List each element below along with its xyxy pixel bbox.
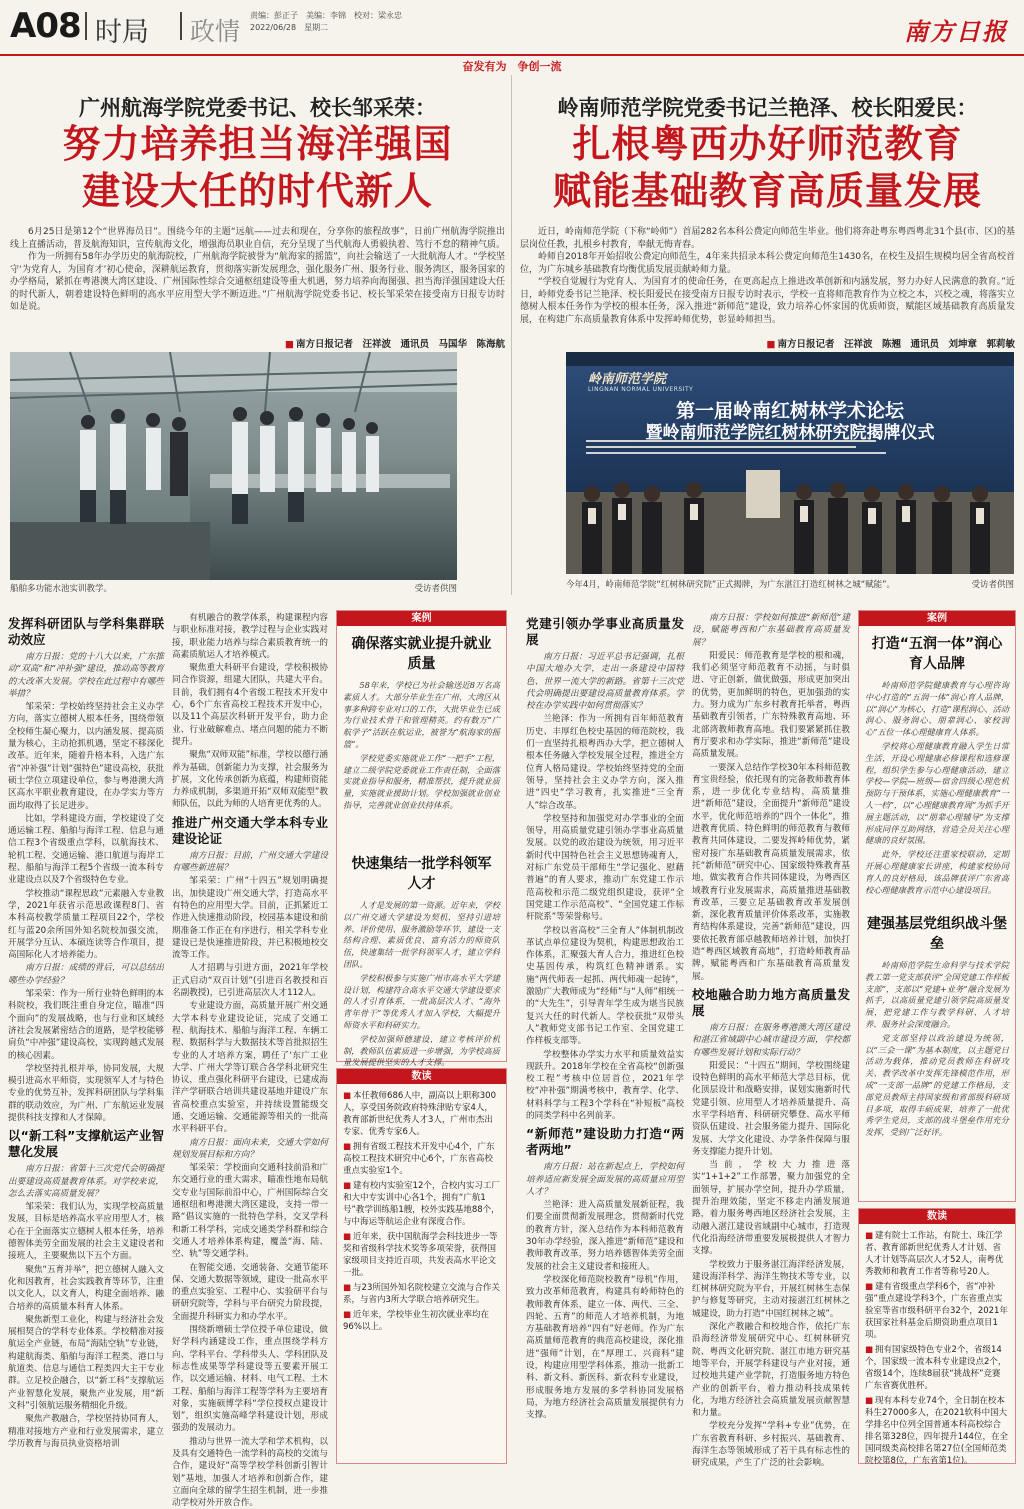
right-lead-paragraph: “学校自觉履行为党育人、为国育才的使命任务，在更高起点上推进改革创新和内涵发展，努力办好人民满意的教育。”近日，岭师党委书记兰艳泽、校长阳爱民在接受南方日报专访时表示，学校一直将师范教育作为立校之本，兴校之魂，将落实立德树人根本任务作为学校的根本任务，深入推进“新师范”建设，致力培养心怀家国的优质师资，赋能区域基础教育高质量发展，在构建广东高质量教育体系中发挥岭师优势，彰显岭师担当。 [520,277,1016,325]
case-paragraph: 此外，学校还注重家校联动，定期开展心理健康家长讲座，构建家校协同育人的良好格局，该品牌获评广东省高校心理健康教育示范中心建设项目。 [865,849,1009,895]
interview-question: 南方日报：面向未来，交通大学如何规划发展目标和方向？ [172,1137,328,1160]
data-item: ■ 建有院士工作站，有院士、珠江学者、教育部新世纪优秀人才计划、省人才计划等高层次人才52人，南粤优秀教师和教育工作者等称号20人。 [865,1230,1009,1278]
left-subheading: 推进广州交通大学本科专业建设论证 [172,814,328,846]
right-headline [520,120,1015,214]
case-paragraph: 学校党委实施就业工作“一把手”工程，建立二级学院党委就业工作责任制，全面落实就业指导和服务，精准帮扶，提升就业质量，实施就业援助计划。学校加强就业创业指导，完善就业创业扶持体系。 [343,752,500,810]
left-headline-line-2: 建设大任的时代新人 [81,168,433,213]
left-lead-paragraph: 作为一所拥有58年办学历史的航海院校，广州航海学院被誉为“航海家的摇篮”，向社会输送了一大批航海人才。“学校坚守‘为党育人，为国育才’初心使命，深耕航运教育，贯彻落实新发展理念，强化服务广州、服务行业、服务湾区，服务国家的办学格局，紧抓在粤港澳大湾区建设、广州国际性综合交通枢纽建设等重大机遇，努力培养向海图强、担当海洋强国建设大任的时代新人，朝着建设特色鲜明的高水平应用型大学不断迈进。”广州航海学院党委书记、校长邹采荣在接受南方日报专访时如是说。 [10,252,506,312]
interview-answer: 邹采荣：学校面向交通科技前沿和广东交通行业的重大需求，瞄准性地布局航交专业与国际前沿中心，广州国际综合交通枢纽和粤港澳大湾区建设，支持一带一路“倡议实施的一批特色学科，交叉学科和新工科学科，完成交通类学科群和综合交通人才培养体系构建，覆盖“海、陆、空、轨”等交通学科。 [172,1163,328,1260]
left-headline [10,120,505,214]
interview-question: 南方日报：党的十八大以来，广东推动“双高”和“冲补强”建设，推动高等教育的大改革大发展。学校在此过程中有哪些举措？ [8,652,164,699]
page-number: A08 [10,6,81,46]
case-heading: 快速集结一批学科领军人才 [351,856,492,892]
data-item: ■ 现有本科专业74个，全日制在校本科生27000多人，在2021软科中国大学排名中位列全国普通本科高校综合排名第328位，四年提升144位，在全国同级类高校排名第27位(全国师范类院校第8位，广东省第1位)。 [865,1395,1009,1467]
case-text [343,900,500,1076]
editor-credits [250,10,410,34]
interview-question: 南方日报：在服务粤港澳大湾区建设和湛江省域副中心城市建设方面，学校都有哪些发展计划和实际行动？ [692,1022,850,1058]
interview-question: 南方日报：目前，广州交通大学建设有哪些新进展？ [172,850,328,874]
left-column-2 [172,612,328,1509]
interview-answer: 阳爱民：师范教育是学校的根和魂，我们必须坚守师范教育不动摇，与时俱进、守正创新，做优做强，形成更加突出的优势，更加鲜明的特色，更加强劲的实力。努力成为广东乡村教育托举者，粤西基础教育引领者，广东特殊教育高地、环北部湾教师教育高地。我们要紧紧抓住教育厅要求和办学实际，推进“新师范”建设高质量发展。 [692,650,850,760]
data-tag: 数读 [337,1069,506,1084]
ship-pool-training-photo [10,352,457,580]
interview-answer: 一要深入总结作学校30年本科师范教育宝贵经验，依托现有的完备教师教育体系，进一步优化专业结构，高质量推进“新师范”建设，全面提升“新师范”建设水平，优化师范培养的“四个一体化”，推进教育优质、特色鲜明的师范教育与教师教育共同体建设，二要发挥岭师优势，紧密对接广东基础教育高质量发展需求，依托“新师范”研究中心、国家级特殊教育基地，做实教育合作共同体建设，为粤西区域教育行业发展需求，高质量推进基础教育改革，三要立足基础教育改革发展创新，深化教育质量评价体系改革，实施教育结构体系建设，完善“新师范”建设，四要依托教育部卓越教师培养计划，加快打造“粤西区域教育高地”，打造岭师教育品牌，赋能粤西和广东基础教育高质量发展。 [692,762,850,982]
interview-answer: 当前，学校大力推进落实“1+1+2”工作部署，聚力加强党的全面领导，扩展办学空间，提升办学质量，提升治理效能，坚定不移走内涵发展道路，着力服务粤西地区经济社会发展，主动融入湛江建设省域副中心城市，打造现代化沿海经济带重要发展极提供人才智力支撑。 [692,1160,850,1257]
masthead-divider [180,12,182,40]
interview-answer: 比如，学科建设方面，学校建设了交通运输工程、船舶与海洋工程、信息与通信工程3个省级重点学科，以航海技术、轮机工程、交通运输、港口航道与海岸工程、船舶与海洋工程5个省级一流本科专业建设点以及7个省级特色专业。 [8,813,164,886]
screen-university-logo-en: LINGNAN NORMAL UNIVERSITY [588,386,694,393]
right-lead-paragraph: 近日，岭南师范学院（下称“岭师”）首届282名本科公费定向师范生毕业。他们将奔赴粤东粤西粤北31个县(市、区)的基层岗位任教，扎根乡村教育，奉献无悔青春。 [520,227,1015,250]
case-paragraph: 党支部坚持以政治建设为统领，以“三会一课”为基本制度，以主题党日活动为载体，推动党员教师在科研攻关、教学改革中发挥先锋模范作用，形成“一支部一品牌”的党建工作格局，支部党员教师主持国家级和省部级科研项目多项，取得丰硕成果，培养了一批优秀学生党员，支部的战斗堡垒作用充分发挥，受到广泛好评。 [865,1032,1009,1138]
case-text [343,680,500,846]
data-item: ■ 建有省级重点学科6个，省“冲补强”重点建设学科3个，广东省重点实验室等省市级科研平台32个，2021年获国家社科基金后期资助重点项目1项。 [865,1281,1009,1341]
data-tag: 数读 [859,1209,1015,1224]
interview-question: 南方日报：学校如何推进“新师范”建设，赋能粤西和广东基础教育高质量发展？ [692,613,850,648]
interview-question: 南方日报：省第十三次党代会明确提出要建设高质量教育体系。对学校来说，怎么去落实高质量发展？ [8,1164,164,1199]
case-paragraph: 岭南师范学院健康教育与心理咨询中心打造的“五润一体”润心育人品牌，以“润心”为核心，打造“课程润心、活动润心、服务润心、朋辈润心、家校润心”五位一体心理健康育人体系。 [865,680,1009,738]
interview-answer: 聚焦“五育并举”，把立德树人融入文化和因教育，社会实践教育等环节，注重以文化人，以文育人，构建全面培养、融合培养的高质量本科育人体系。 [8,1264,164,1312]
screen-university-logo: 岭南师范学院 [588,372,667,387]
right-case-box [858,610,1016,1202]
newspaper-logo: 南方日报 [904,17,1008,46]
case-heading: 建强基层党组织战斗堡垒 [867,916,1007,952]
right-subheading: “新师范”建设助力打造“两者两地” [526,1126,684,1158]
interview-answer: 有机融合的教学体系，构建课程内容与职业标准对接，教学过程与企业实践对接，职业能力培养与综合素质教育统一的高素质航运人才培养模式。 [172,613,328,660]
interview-answer: 邹采荣：作为一所行业特色鲜明的本科院校，我们既注重自身定位，瞄准“四个面向”的发展战略，也与行业和区域经济社会发展紧密结合的道路，是学校能够肩负“中冲强”建设高校，实现跨越式发展的核心因素。 [8,989,164,1061]
right-data-box [858,1208,1016,1464]
case-tag: 案例 [337,611,506,626]
case-paragraph: 学校将心理健康教育融入学生日常生活，开设心理健康必修课程和选修课程，组织学生参与心理健康活动，建立学校—学院—班级—宿舍四级心理危机预防与干预体系，实施心理健康教育“一人一档”，以“心理健康教育周”为抓手开展主题活动，以“朋辈心理辅导”为支撑形成同伴互助网络，营造全员关注心理健康的良好氛围。 [865,740,1009,846]
interview-answer: 学校深化师范院校教育“母机”作用，致力改革师范教育，构建具有岭师特色的教师教育体系，建立一体、两代、三全、四轮、五育”的师范人才培养机制，为地方基础教育培养“四有”好老师。作为广东高质量师范教育的典范高校建设，深化推进“强师”计划，在“厚理工、兴商科”建设，构建应用型学科体系，推动一批新工科、新文科、新医科、新农科专业建设，形成服务地方发展的多学科协同发展格局，为地方经济社会高质量发展提供有力支撑。 [526,1274,684,1421]
issue-date: 2022/06/28 [250,23,297,32]
left-photo-credit: 受访者供图 [414,584,457,594]
data-list [343,1090,500,1460]
interview-answer: 学校坚持和加强党对办学事业的全面领导，用高质量党建引领办学事业高质量发展。以党的政治建设为统领，用习近平新时代中国特色社会主义思想铸魂育人，对标广东党员干部师生“学记强化、慰藉普遍”的育人要求，推动广东党建工作示范高校和示范二级党组织建设，获评“全国党建工作示范高校”、“全国党建工作标杆院系”等荣誉称号。 [526,813,684,923]
interview-answer: 阳爱民：“十四五”期间，学校围绕建设特色鲜明的高水平师范大学总目标，优化顶层设计和战略安排，谋划实施新时代党建引领、应用型人才培养质量提升、高水平学科培育、科研研究攀登、高水平师资队伍建设、社会服务能力提升、国际化发展、大学文化建设、办学条件保障与服务支撑能力提升计划。 [692,1060,850,1157]
data-item: ■ 与23所国外知名院校建立交流与合作关系，与省内3所大学联合培养研究生。 [343,1282,500,1306]
left-kicker: 广州航海学院党委书记、校长邹采荣： [79,96,436,120]
masthead-divider [85,12,87,40]
data-item: ■ 本任教师686人中，副高以上职称300人，享受国务院政府特殊津贴专家4人，教育部新世纪优秀人才3人，广州市杰出专家、优秀专家6人。 [343,1090,500,1138]
interview-answer: 聚焦产教融合，学校坚持协同育人，精准对接地方产业和行业发展需求，建立学历教育与海员执业资格培训 [8,1414,164,1449]
left-subheading: 发挥科研团队与学科集群联动效应 [8,616,164,647]
interview-question: 南方日报：习近平总书记强调，扎根中国大地办大学，走出一条建设中国特色、世界一流大学的新路。省第十三次党代会明确提出要建设高质量教育体系。学校在办学实践中如何贯彻落实？ [526,652,684,712]
left-photo [10,352,457,580]
case-paragraph: 人才是发展的第一资源。近年来，学校以广州交通大学建设为契机，坚持引进培养、评价使用、服务激励等环节，建设一支结构合理、素质优良、富有活力的师资队伍，快速集结一批学科领军人才，建立学科团队。 [343,900,500,969]
issue-weekday: 星期二 [304,23,329,32]
interview-answer: 兰艳泽：进入高质量发展新征程，我们要全面贯彻新发展理念，贯彻新时代党的教育方针，深入总结作为本科师范教育30年办学经验，深入推进“新师范”建设和教师教育改革，努力培养德智体美劳全面发展的社会主义建设者和接班人。 [526,1200,684,1272]
case-paragraph: 岭南师范学院生命科学与技术学院教工第一党支部获评“全国党建工作样板支部”，支部以“党建+业务”融合发展为抓手，以高质量党建引领学院高质量发展，把党建工作与教学科研、人才培养、服务社会深度融合。 [865,960,1009,1029]
right-photo-credit: 受访者供图 [971,580,1014,590]
data-item: ■ 拥有省级工程技术开发中心4个，广东高校工程技术研究中心6个，广东省高校重点实验室1个。 [343,1141,500,1177]
right-kicker: 岭南师范学院党委书记兰艳泽、校长阳爱民： [557,96,978,120]
case-paragraph: 学校加强师德建设，建立考核评价机制，教师队伍素质进一步增强，为学校高质量发展提供坚实的人才支撑。 [343,1033,500,1068]
interview-answer: 学校整体办学实力水平和质量效益实现跃升。2018年学校在全省高校“创新强校工程”考核中位居首位，2021年学校“冲补强”期满考核中，教育学、化学、材料科学与工程3个学科在“补短板”高校的同类学科中名列前茅。 [526,1049,684,1121]
screen-title-2: 暨岭南师范学院红树林研究院揭牌仪式 [645,423,935,443]
left-case-box [336,610,507,1068]
case-heading: 确保落实就业提升就业质量 [351,636,492,672]
left-column-1 [8,612,164,1464]
right-column-1 [526,612,684,1464]
right-headline-line-2: 赋能基础教育高质量发展 [552,168,982,213]
section-name: 时局 [95,17,149,48]
right-column-2 [692,612,850,1469]
interview-answer: 邹采荣：学校始终坚持社会主义办学方向，落实立德树人根本任务，围绕带领全校师生凝心聚力，以内涵发展、提高质量为核心，主动抢抓机遇，坚定不移深化改革。近年来，随着升格本科，入选广东省“冲补强”计划“强特色”建设高校，获批硕士学位立项建设单位，参与粤港澳大湾区高水平职业教育建设，在办学实力等方面均取得了长足进步。 [8,702,164,811]
interview-answer: 兰艳泽：作为一所拥有百年师范教育历史、丰厚红色校史基因的师范院校，我们一直坚持扎根粤西办大学，把立德树人根本任务融入学校发展全过程，推进全方位育人格局建设。学校始终坚持党的全面领导，坚持社会主义办学方向，深入推进“四史”学习教育，扎实推进“三全育人”综合改革。 [526,714,684,811]
masthead [0,0,1024,56]
interview-answer: 学校推动“课程思政”元素融入专业教学，2021年获省示范思政课程8门、省本科高校教学质量工程项目22个，学校红与蓝20余所国外知名院校加强交流，开展学分互认、本硕连读等合作项目，提高国际化人才培养能力。 [8,888,164,961]
case-tag: 案例 [859,611,1015,626]
right-photo-caption: 今年4月，岭南师范学院“红树林研究院”正式揭牌，为广东湛江打造红树林之城“赋能”。 [566,580,896,590]
left-photo-caption: 船舶多功能水池实训教学。 [10,584,113,594]
case-text [865,960,1009,1186]
column-divider [511,75,512,595]
interview-answer: 学校充分发挥“学科+专业”优势，在广东省教育科研、乡村振兴、基础教育、海洋生态等领域形成了若干具有标志性的研究成果，产生了广泛的社会影响。 [692,1421,850,1469]
credit-editor: 责编：彭正子 [250,11,298,20]
data-item: ■ 建有校内实验室12个，合校内实习工厂和大中专实训中心各1个，拥有“广航1号”教学训练船1艘，校外实践基地88个，与中海运等航运企业有深度合作。 [343,1180,500,1228]
subsection-name: 政情 [190,17,241,46]
left-data-box [336,1068,507,1464]
data-item: ■ 近年来，获中国航海学会科技进步一等奖和省级科学技术奖等多项荣誉，获得国家级项目支持近百项，共发表高水平论文一批。 [343,1231,500,1279]
right-lead [520,226,1015,334]
interview-answer: 聚焦“双师双能”标准，学校以德行涵养为基础，创新能力为支撑，社会服务为扩展，文化传承创新为底蕴，构建师资能力养成机制，多渠道开拓“双师双能型”教师队伍，以此为师的人培育更优秀的人。 [172,750,328,810]
case-paragraph: 58年来，学校已为社会输送近8万名高素质人才。大部分毕业生在广州、大湾区从事多种跨专业对口的工作，大批毕业生已成为行业技术骨干和管理精英。约有数万“广航学子”活跃在航运业，被誉为“航海家的摇篮”。 [343,680,500,749]
interview-answer: 专业建设方面，高质量开展广州交通大学本科专业建设论证，完成了交通工程、航海技术、船舶与海洋工程、车辆工程、数据科学与大数据技术等首批拟招生专业的人才培养方案，聘任了‘东广工业大学、广州大学等订联合各学科北研究生协议，重点强化科研平台建设，已建成海洋产学研联合培训共建设基地并建设广东省高校重点实验室，并持续设置能级交通、交通运输、交通能源等相关的一批高水平科研平台。 [172,1001,328,1135]
screen-title-1: 第一届岭南红树林学术论坛 [675,400,904,422]
interview-answer: 学校致力于服务湛江海洋经济发展，建设海洋科学、海洋生物技术等专业，以红树林研究院为平台，开展红树林生态保护与修复等研究，主动对接湛江红树林之城建设，助力打造“中国红树林之城”。 [692,1259,850,1319]
right-photo [566,352,1014,574]
right-headline-line-1: 扎根粤西办好师范教育 [572,121,963,166]
right-lead-paragraph: 岭师自2018年开始招收公费定向师范生，4年来共招录本科公费定向师范生1430名，在校生及招生规模均居全省高校首位，为广东城乡基础教育均衡优质发展贡献岭师力量。 [520,252,1015,275]
interview-question: 南方日报：成绩的背后，可以总结出哪些办学经验？ [8,963,164,986]
case-text [865,680,1009,904]
credit-proofreader: 校对：梁永忠 [354,11,402,20]
interview-answer: 在智能交通、交通装备、交通节能环保、交通大数据等领域，建设一批高水平的重点实验室、工程中心、实验研平台与研研究院等，学科与平台研究力阶段提，全面提升科研实力和办学水平。 [172,1262,328,1322]
right-subheading: 党建引领办学事业高质量发展 [526,616,684,647]
interview-question: 南方日报：站在新起点上，学校如何培养适应新发展全面发展的高质量应用型人才？ [526,1162,684,1197]
interview-answer: 邹采荣：广州“十四五”规划明确提出，加快建设广州交通大学，打造高水平有特色的应用型大学。目前，正抓紧近工作进入快速推动阶段，校园基本建设和前期准备工作正在有序进行，相关学科专业建设已是快速推进阶段，并已积极地校交流等工作。 [172,876,328,961]
interview-answer: 邹采荣：我们认为，实现学校高质量发展，目标是培养高水平应用型人才，核心在于全面落实立德树人根本任务，培养德智体美劳全面发展的社会主义建设者和接班人，主要聚焦以下五个方面。 [8,1202,164,1262]
interview-answer: 人才招聘与引进方面，2021年学校正式启动“双百计划”(引进百名教授和百名副教授)，已引进高层次人才112人。 [172,963,328,999]
interview-answer: 聚焦新型工业化，构建与经济社会发展相契合的学科专业体系。学校精准对接航运全产业链，布局“海陆空轨”专业链，构建航海类、船舶与海洋工程类、港口与航道类、信息与通信工程类四大主干专业群。立足校企融合，以“新工科”支撑航运产业智慧化发展，聚焦产业发展，用“新文科”引领航运服务精细化升级。 [8,1314,164,1411]
left-lead-paragraph: 6月25日是第12个“世界海员日”。围绕今年的主题“远航——过去和现在，分享你的旅程故事”，日前广州航海学院推出线上直播活动，普及航海知识，宣传航海文化，增强海员职业自信，充分呈现了当代航海人勇毅执着、笃行不怠的精神气质。 [10,227,506,250]
right-subheading: 校地融合助力地方高质量发展 [692,986,850,1018]
left-subheading: 以“新工科”支撑航运产业智慧化发展 [8,1128,164,1160]
credit-designer: 美编：李锦 [306,11,346,20]
interview-answer: 学校以省高校“三全育人”体制机制改革试点单位建设为契机，构建思想政治工作体系，汇聚强大育人合力，推进红色校史基因传承，构筑红色精神谱系。实施“两代师表一起抓、两代师魂一起铸”，激励广大教师成为“经师”与“人师”相统一的“大先生”，引导青年学生成为堪当民族复兴大任的时代新人。学校获批“双带头人”教师党支部书记工作室、全国党建工作样板支部等。 [526,925,684,1047]
left-byline: ■ 南方日报记者 汪祥波 通讯员 马国华 陈海航 [250,336,505,350]
data-item: ■ 拥有国家级特色专业2个，省级14个，国家级一流本科专业建设点2个，省级14个，连续8届获“挑战杯”竞赛广东省赛优胜杯。 [865,1344,1009,1392]
interview-answer: 学校坚持扎根并举，协同发展，大规模引进高水平师资，实现领军人才与特色专业的优势互补，发挥科研团队与学科集群的联动效应，为广州、广东航运业发展提供科技支撑和人才保障。 [8,1063,164,1123]
data-list [865,1230,1009,1466]
interview-answer: 聚焦重大科研平台建设，学校积极协同合作资源，组建大团队，共建大平台。目前，我们拥有4个省级工程技术开发中心，6个广东省高校工程技术开发中心，以及11个高层次科研开发平台，助力企业、行业破解难点、堵点问题的能力不断提升。 [172,663,328,747]
interview-answer: 推动与世界一流大学和学术机构，以及具有交通特色一流学科的高校的交流与合作，建设好“高等学校学科创新引智计划”基地，加强人才培养和创新合作，建立面向全球的留学生招生机制，进一步推动学校对外开放合作。 [172,1436,328,1509]
slogan: 奋发有为 争创一流 [462,60,562,73]
interview-answer: 围绕新增硕士学位授予单位建设，做好学科内涵建设工作，重点围绕学科方向、学科平台、学科带头人、学科团队及标志性成果等学科建设等五要素开展工作，以交通运输、材料、电气工程、土木工程、船舶与海洋工程等学科为主要培育对象，实施硕博学科“学位授权点建设计划”，组织实施高峰学科建设计划，形成强劲的发展动力。 [172,1325,328,1434]
data-item: ■ 近年来，学校毕业生初次就业率均在96%以上。 [343,1309,500,1333]
left-lead [10,226,505,334]
interview-answer: 深化产教融合和校地合作，依托广东沿海经济带发展研究中心、红树林研究院、粤西文化研究院、湛江市地方研究基地等平台，开展学科建设与产业对接，通过校地共建产业学院，打造服务地方特色产业的创新平台，着力推动科技成果转化，为地方经济社会高质量发展贡献智慧和力量。 [692,1322,850,1419]
right-byline: ■ 南方日报记者 汪祥波 陈翘 通讯员 刘坤章 郭莉敏 [700,336,1015,350]
left-headline-line-1: 努力培养担当海洋强国 [62,121,453,166]
case-paragraph: 学校积极参与实施广州市高水平大学建设计划，构建符合高水平交通大学建设要求的人才引育体系，一批高层次人才、“海外青年骨干”等优秀人才加入学校，大幅提升师资水平和科研实力。 [343,972,500,1030]
case-heading: 打造“五润一体”润心育人品牌 [871,636,1003,672]
